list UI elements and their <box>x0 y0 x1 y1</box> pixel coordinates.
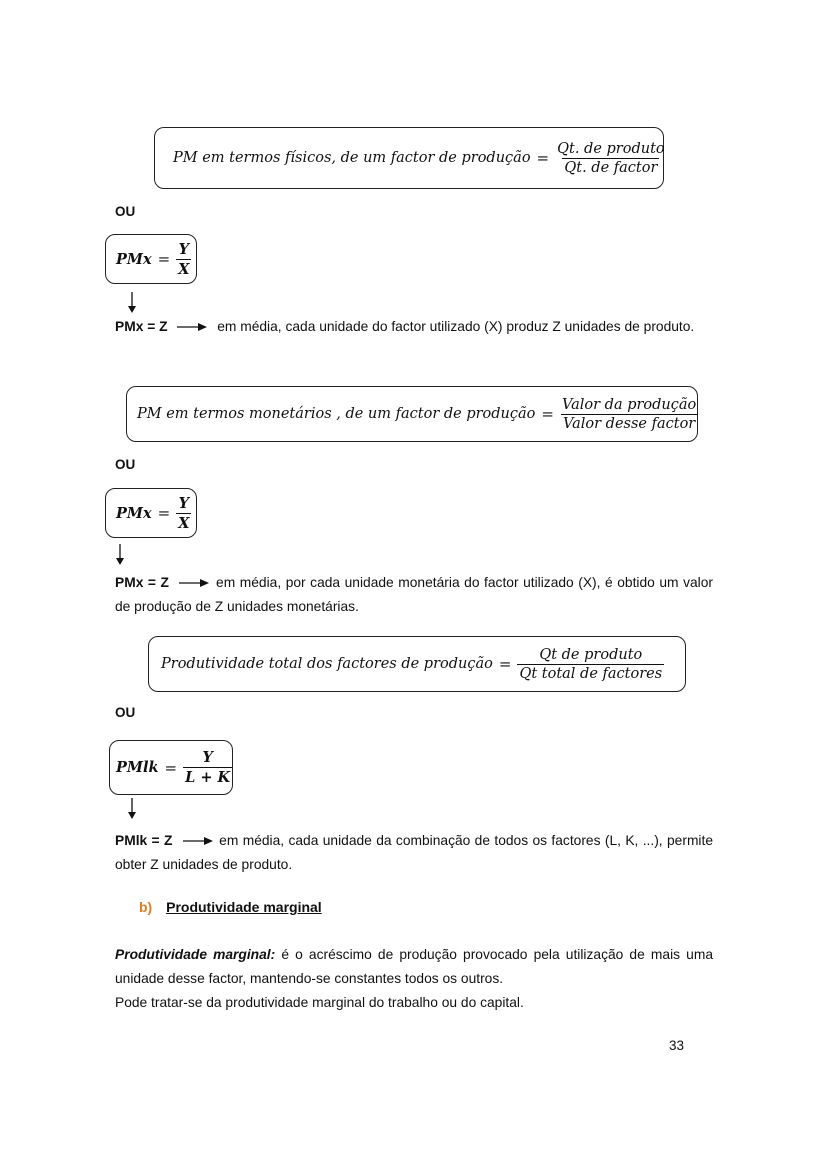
ou-label: OU <box>115 457 136 472</box>
formula-monetary <box>126 386 698 442</box>
equals-sign: = <box>536 149 550 167</box>
result-label: PMx = Z <box>115 319 168 334</box>
explanation-text: em média, cada unidade do factor utilizado (X) produz Z unidades de produto. <box>217 319 695 334</box>
down-arrow-icon <box>126 798 138 820</box>
formula-lhs: PMx <box>116 250 152 268</box>
down-arrow-icon <box>114 544 126 566</box>
equals-sign: = <box>157 504 171 522</box>
denominator: L + K <box>185 769 231 786</box>
numerator: Y <box>202 749 213 766</box>
numerator: Qt. de produto <box>557 140 665 157</box>
explanation-paragraph <box>115 571 713 619</box>
definition-term: Produtividade marginal: <box>115 947 276 962</box>
explanation-paragraph <box>115 829 713 877</box>
fraction <box>176 241 191 278</box>
formula-pmx <box>105 488 197 538</box>
section-letter: b) <box>139 899 153 915</box>
down-arrow-icon <box>126 292 138 314</box>
formula-lhs: PMx <box>116 504 152 522</box>
explanation-text: em média, cada unidade da combinação de todos os factores (L, K, ...), permite obter Z unidades de produto. <box>115 833 714 872</box>
section-title: Produtividade marginal <box>166 899 322 915</box>
numerator: Y <box>178 494 189 512</box>
fraction <box>176 495 191 532</box>
formula-physical <box>154 127 664 189</box>
formula-lhs: PM em termos monetários , de um factor de produção <box>137 406 536 422</box>
formula-lhs: PMlk <box>116 759 159 776</box>
definition-line2: Pode tratar-se da produtividade marginal do trabalho ou do capital. <box>115 995 524 1010</box>
definition-paragraph <box>115 943 713 1015</box>
fraction <box>517 647 664 682</box>
page-number: 33 <box>669 1038 685 1053</box>
result-label: PMx = Z <box>115 575 169 590</box>
right-arrow-icon <box>179 578 209 588</box>
numerator: Y <box>178 240 189 258</box>
definition-text: é o acréscimo de produção provocado pela utilização de mais uma unidade desse factor, mantendo-se constantes todos os outros. <box>115 947 713 986</box>
section-heading <box>139 899 322 915</box>
formula-pmlk <box>109 740 233 795</box>
denominator: Qt. de factor <box>564 159 658 176</box>
formula-lhs: Produtividade total dos factores de produção <box>161 656 493 672</box>
equals-sign: = <box>157 250 171 268</box>
equals-sign: = <box>541 405 554 423</box>
ou-label: OU <box>115 204 136 219</box>
formula-pmx <box>105 234 197 284</box>
fraction <box>560 397 698 432</box>
fraction <box>555 141 667 176</box>
formula-total <box>148 636 686 692</box>
denominator: X <box>178 260 190 278</box>
right-arrow-icon <box>177 322 207 332</box>
ou-label: OU <box>115 705 136 720</box>
numerator: Valor da produção <box>561 396 697 413</box>
denominator: Qt total de factores <box>519 665 663 682</box>
explanation-text: em média, por cada unidade monetária do factor utilizado (X), é obtido um valor de produção de Z unidades monetárias. <box>115 575 713 614</box>
numerator: Qt de produto <box>539 646 643 663</box>
right-arrow-icon <box>183 836 213 846</box>
result-label: PMlk = Z <box>115 833 173 848</box>
equals-sign: = <box>164 758 178 777</box>
explanation-paragraph <box>115 315 713 339</box>
denominator: Valor desse factor <box>562 415 696 432</box>
formula-lhs: PM em termos físicos, de um factor de produção <box>173 150 531 166</box>
equals-sign: = <box>498 655 512 673</box>
denominator: X <box>178 514 190 532</box>
fraction <box>183 749 232 786</box>
